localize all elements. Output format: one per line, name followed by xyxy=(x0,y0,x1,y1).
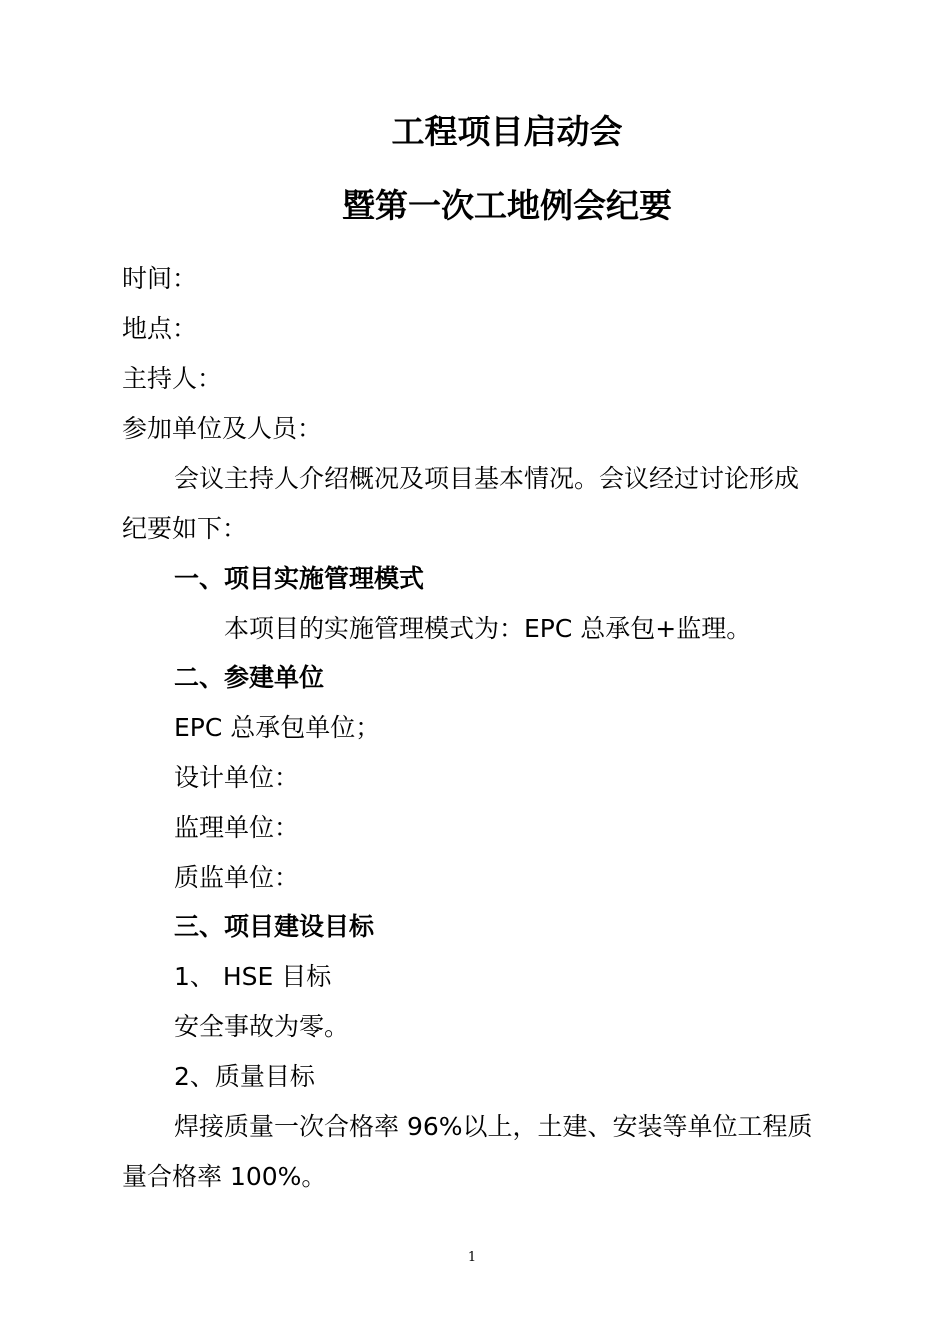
participant-item: 监理单位： xyxy=(174,813,300,842)
document-title-line2: 暨第一次工地例会纪要 xyxy=(342,186,672,225)
section3-heading: 三、项目建设目标 xyxy=(174,912,375,941)
participant-item: 质监单位： xyxy=(174,863,300,892)
intro-paragraph-line2: 纪要如下： xyxy=(122,514,248,543)
intro-paragraph-line1: 会议主持人介绍概况及项目基本情况。会议经过讨论形成 xyxy=(174,464,800,493)
participant-item: EPC 总承包单位； xyxy=(174,713,381,742)
quality-goal-line2: 量合格率 100%。 xyxy=(122,1162,327,1191)
hse-goal-body: 安全事故为零。 xyxy=(174,1012,350,1041)
section1-body: 本项目的实施管理模式为：EPC 总承包+监理。 xyxy=(224,614,752,643)
section2-heading: 二、参建单位 xyxy=(174,663,325,692)
time-label: 时间： xyxy=(122,264,198,293)
attendees-label: 参加单位及人员： xyxy=(122,414,323,443)
participant-item: 设计单位： xyxy=(174,763,300,792)
hse-goal-heading: 1、 HSE 目标 xyxy=(174,962,332,991)
place-label: 地点： xyxy=(122,314,198,343)
quality-goal-line1: 焊接质量一次合格率 96%以上，土建、安装等单位工程质 xyxy=(174,1112,813,1141)
page-number: 1 xyxy=(467,1250,477,1265)
host-label: 主持人： xyxy=(122,364,223,393)
document-title-line1: 工程项目启动会 xyxy=(391,112,623,151)
section1-heading: 一、项目实施管理模式 xyxy=(174,564,425,593)
quality-goal-heading: 2、质量目标 xyxy=(174,1062,315,1091)
